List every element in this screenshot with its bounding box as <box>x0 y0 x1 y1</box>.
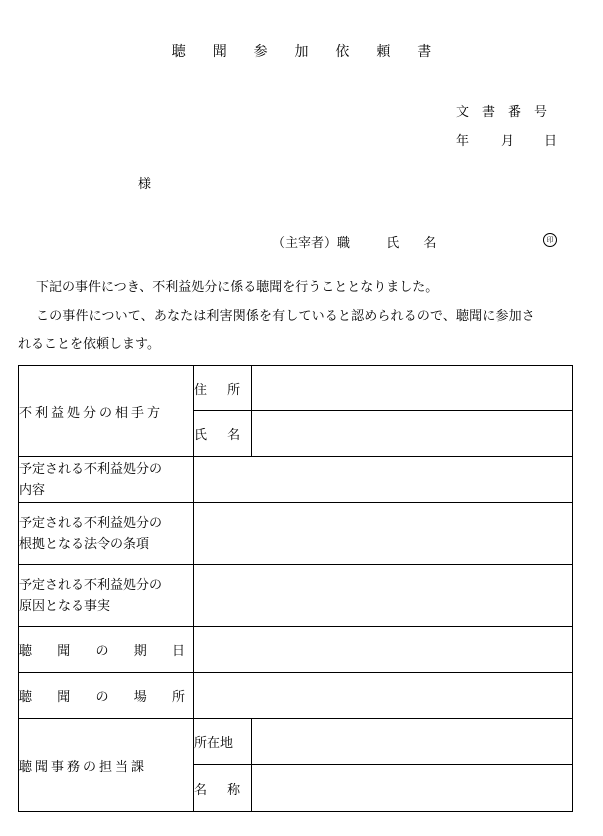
party-label-cell <box>19 366 194 457</box>
date-year: 年 <box>456 134 470 149</box>
address-label-cell <box>194 366 252 411</box>
hearing-place-char: 場 <box>133 690 147 705</box>
office-name-field[interactable] <box>252 765 573 812</box>
address-label: 住 所 <box>194 382 249 398</box>
party-label: 不利益処分の相手方 <box>19 405 164 421</box>
title-char: 加 <box>294 44 309 60</box>
date-day: 日 <box>544 134 558 149</box>
body-line-1: 下記の事件につき、不利益処分に係る聴聞を行うこととなりました。 <box>36 280 439 295</box>
name-label-cell <box>194 411 252 457</box>
office-label-cell <box>19 719 194 812</box>
docnum-char: 番 <box>508 105 522 120</box>
hearing-date-label <box>19 640 193 659</box>
location-label: 所在地 <box>194 736 234 751</box>
document-number-label <box>456 101 560 120</box>
cause-label-line-1: 予定される不利益処分の <box>19 577 163 593</box>
title-char: 依 <box>335 44 350 60</box>
address-field[interactable] <box>252 366 573 411</box>
docnum-char: 文 <box>456 105 470 120</box>
docnum-char: 書 <box>482 105 496 120</box>
recipient-suffix: 様 <box>138 177 152 192</box>
request-form-table <box>18 365 573 812</box>
hearing-date-char: 聴 <box>19 644 33 659</box>
office-name-label-cell <box>194 765 252 812</box>
office-label: 聴聞事務の担当課 <box>19 759 148 775</box>
hearing-date-char: 期 <box>133 644 147 659</box>
hearing-place-char: 聞 <box>57 690 71 705</box>
sender-title: （主宰者）職 <box>272 236 351 251</box>
body-line-2: この事件について、あなたは利害関係を有していると認められるので、聴聞に参加さ <box>36 309 535 324</box>
hearing-date-field[interactable] <box>194 627 573 673</box>
hearing-date-label-cell <box>19 627 194 673</box>
hearing-place-label-cell <box>19 673 194 719</box>
date-month: 月 <box>501 134 515 149</box>
cause-label-line-2: 原因となる事実 <box>19 598 111 614</box>
content-field[interactable] <box>194 457 573 503</box>
content-label-cell <box>19 457 194 503</box>
document-title <box>0 41 603 61</box>
content-label-line-1: 予定される不利益処分の <box>19 461 163 477</box>
office-name-label: 名 称 <box>194 782 249 798</box>
seal-mark: 印 <box>543 233 557 247</box>
title-char: 頼 <box>376 44 391 60</box>
hearing-date-char: 聞 <box>57 644 71 659</box>
sender-line <box>272 232 446 251</box>
basis-label-cell <box>19 503 194 565</box>
location-field[interactable] <box>252 719 573 765</box>
basis-label-line-1: 予定される不利益処分の <box>19 515 163 531</box>
docnum-char: 号 <box>534 105 548 120</box>
title-char: 聴 <box>171 44 186 60</box>
title-char: 書 <box>417 44 432 60</box>
title-char: 聞 <box>212 44 227 60</box>
hearing-place-field[interactable] <box>194 673 573 719</box>
basis-field[interactable] <box>194 503 573 565</box>
basis-label-line-2: 根拠となる法令の条項 <box>19 536 150 552</box>
title-char: 参 <box>253 44 268 60</box>
hearing-place-char: の <box>95 690 109 705</box>
cause-label-cell <box>19 565 194 627</box>
hearing-date-char: 日 <box>171 644 185 659</box>
hearing-date-char: の <box>95 644 109 659</box>
sender-name-label: 氏 名 <box>386 236 447 251</box>
hearing-place-char: 所 <box>171 690 185 705</box>
hearing-place-char: 聴 <box>19 690 33 705</box>
name-field[interactable] <box>252 411 573 457</box>
hearing-place-label <box>19 686 193 705</box>
name-label: 氏 名 <box>194 428 249 443</box>
location-label-cell <box>194 719 252 765</box>
content-label-line-2: 内容 <box>19 482 46 498</box>
cause-field[interactable] <box>194 565 573 627</box>
body-line-3: れることを依頼します。 <box>18 337 160 352</box>
